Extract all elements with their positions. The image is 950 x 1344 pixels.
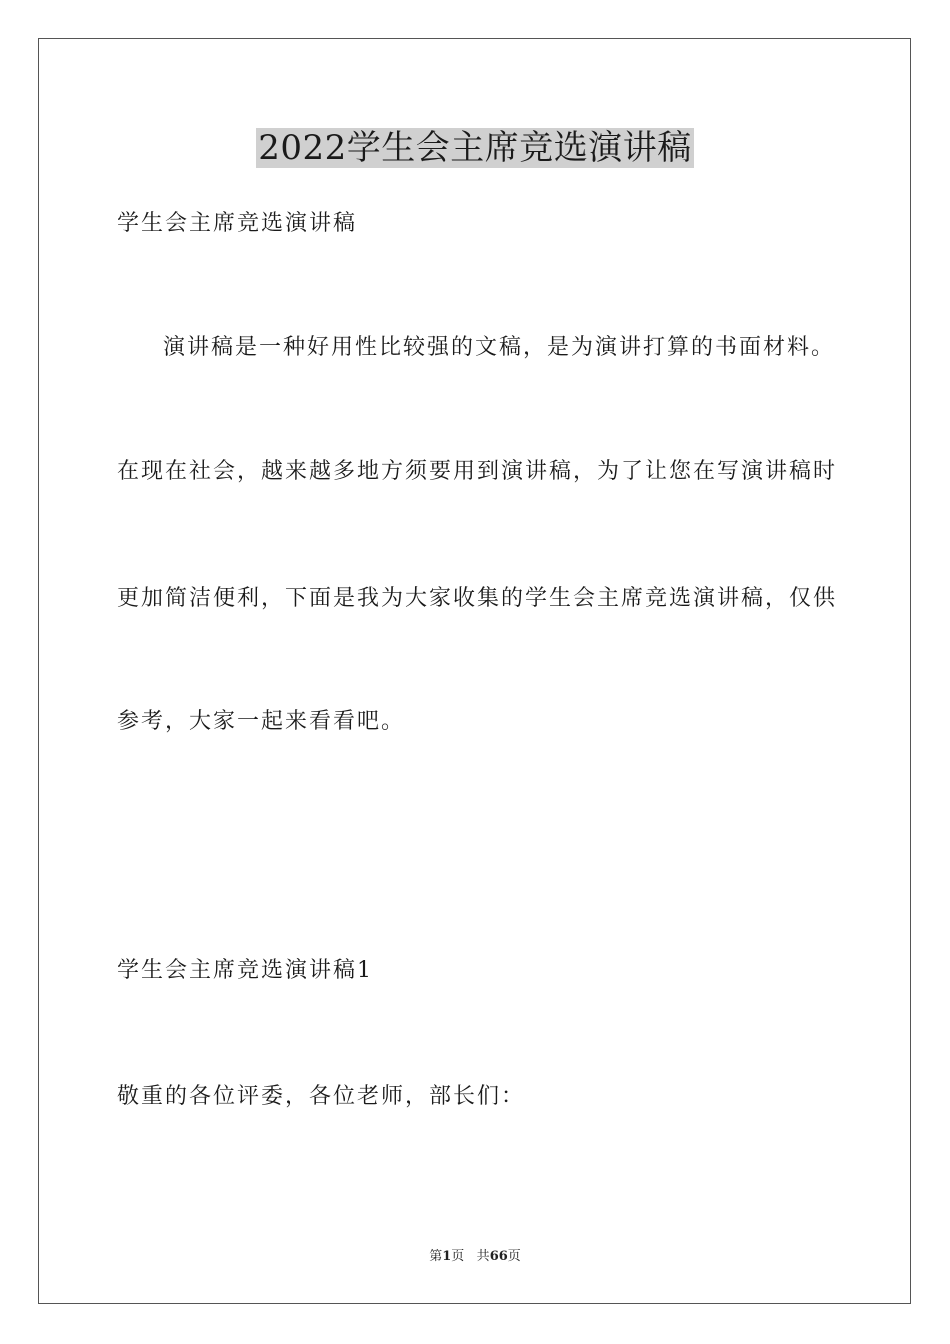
document-title-text: 2022学生会主席竞选演讲稿 [258,128,692,168]
salutation-line: 敬重的各位评委，各位老师，部长们： [117,1084,526,1109]
footer-total-pages: 66 [489,1249,508,1264]
footer-page-number: 1 [442,1249,452,1264]
document-title [0,126,950,170]
paragraph-line: 演讲稿是一种好用性比较强的文稿，是为演讲打算的书面材料。 [163,335,836,360]
footer-total-suffix: 页 [507,1249,521,1264]
footer-page-suffix: 页 [451,1249,465,1264]
footer-page-prefix: 第 [429,1249,443,1264]
section-heading: 学生会主席竞选演讲稿1 [117,958,373,983]
paragraph-line: 在现在社会，越来越多地方须要用到演讲稿，为了让您在写演讲稿时 [117,459,838,484]
footer-total-prefix: 共 [476,1249,490,1264]
paragraph-line: 参考，大家一起来看看吧。 [117,709,406,734]
paragraph-line: 更加简洁便利，下面是我为大家收集的学生会主席竞选演讲稿，仅供 [117,586,838,611]
subtitle-line: 学生会主席竞选演讲稿 [117,211,358,236]
page-footer [0,1248,950,1266]
